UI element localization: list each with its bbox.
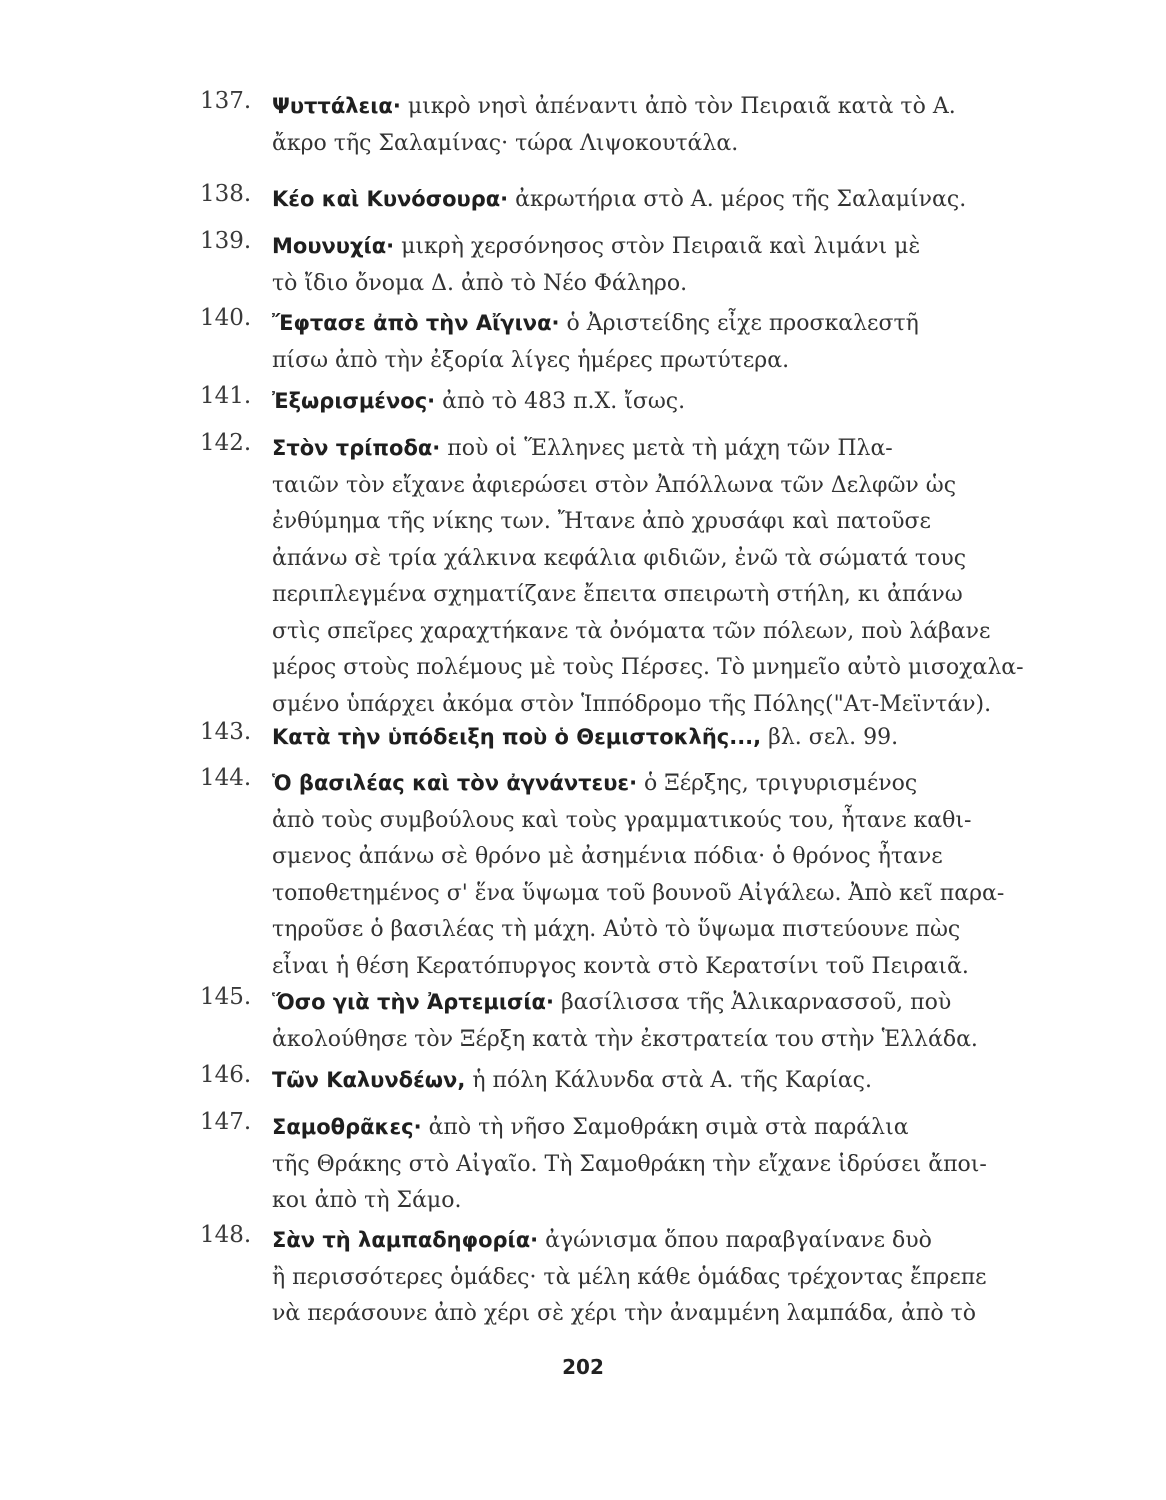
note-line [272, 430, 1040, 468]
note-line: τῆς Θράκης στὸ Αἰγαῖο. Τὴ Σαμοθράκη τὴν εἴχανε ἱδρύσει ἄποι- [272, 1151, 987, 1177]
note-body [272, 88, 1040, 162]
note-141 [200, 383, 1040, 421]
note-line: τηροῦσε ὁ βασιλέας τὴ μάχη. Αὐτὸ τὸ ὕψωμα πιστεύουνε πὼς [272, 917, 961, 942]
note-body [272, 1222, 1040, 1333]
note-text: ἡ πόλη Κάλυνδα στὰ Α. τῆς Καρίας. [465, 1068, 872, 1093]
note-line: ἀπάνω σὲ τρία χάλκινα κεφάλια φιδιῶν, ἐνῶ τὰ σώματά τους [272, 545, 967, 571]
note-term: Κέο καὶ Κυνόσουρα· [272, 187, 509, 211]
note-term: Σαμοθρᾶκες· [272, 1115, 422, 1139]
note-line: ἢ περισσότερες ὁμάδες· τὰ μέλη κάθε ὁμάδας τρέχοντας ἔπρεπε [272, 1264, 987, 1290]
note-text: ἀπὸ τὴ νῆσο Σαμοθράκη σιμὰ στὰ παράλια [421, 1115, 909, 1140]
note-body [272, 305, 1040, 379]
note-body [272, 984, 1040, 1058]
note-line: τὸ ἴδιο ὄνομα Δ. ἀπὸ τὸ Νέο Φάληρο. [272, 270, 688, 296]
note-144 [200, 765, 1040, 985]
note-body [272, 1109, 1040, 1220]
note-line: ἀπὸ τοὺς συμβούλους καὶ τοὺς γραμματικούς του, ἦτανε καθι- [272, 807, 972, 833]
note-text: ὁ Ἀριστείδης εἶχε προσκαλεστῆ [559, 311, 919, 336]
note-line: ἀκολούθησε τὸν Ξέρξη κατὰ τὴν ἐκστρατεία του στὴν Ἑλλάδα. [272, 1026, 978, 1052]
note-number: 145. [200, 984, 252, 1010]
note-line: τοποθετημένος σ' ἕνα ὕψωμα τοῦ βουνοῦ Αἰγάλεω. Ἀπὸ κεῖ παρα- [272, 880, 1005, 906]
note-140 [200, 305, 1040, 379]
note-number: 142. [200, 430, 252, 456]
note-body [272, 383, 1040, 421]
note-number: 144. [200, 765, 252, 791]
note-line: ἐνθύμημα τῆς νίκης των. Ἤτανε ἀπὸ χρυσάφι καὶ πατοῦσε [272, 509, 931, 534]
note-term: Ὁ βασιλέας καὶ τὸν ἀγνάντευε· [272, 771, 638, 795]
note-body [272, 430, 1040, 723]
note-line: ἄκρο τῆς Σαλαμίνας· τώρα Λιψοκουτάλα. [272, 130, 739, 156]
note-line: στὶς σπεῖρες χαραχτήκανε τὰ ὀνόματα τῶν πόλεων, ποὺ λάβανε [272, 618, 991, 644]
note-term: Ἐξωρισμένος· [272, 389, 436, 413]
note-body [272, 765, 1040, 985]
note-line: μέρος στοὺς πολέμους μὲ τοὺς Πέρσες. Τὸ μνημεῖο αὐτὸ μισοχαλα- [272, 655, 1024, 680]
note-line [272, 228, 1040, 266]
note-line: ταιῶν τὸν εἴχανε ἀφιερώσει στὸν Ἀπόλλωνα τῶν Δελφῶν ὡς [272, 472, 957, 498]
note-line: σμενος ἀπάνω σὲ θρόνο μὲ ἀσημένια πόδια· ὁ θρόνος ἦτανε [272, 844, 943, 869]
note-body [272, 1062, 1040, 1100]
note-line [272, 1222, 1040, 1260]
note-text: ἀπὸ τὸ 483 π.Χ. ἴσως. [435, 389, 686, 414]
note-body [272, 719, 1040, 757]
note-term: Ἔφτασε ἀπὸ τὴν Αἴγινα· [272, 311, 560, 335]
note-term: Μουνυχία· [272, 234, 395, 258]
note-line [272, 984, 1040, 1022]
note-137 [200, 88, 1040, 162]
note-number: 148. [200, 1222, 252, 1248]
note-line [272, 305, 1040, 343]
note-line [272, 1109, 1040, 1147]
note-body [272, 181, 1040, 219]
note-145 [200, 984, 1040, 1058]
note-term: Τῶν Καλυνδέων, [272, 1068, 466, 1092]
note-line [272, 1062, 1040, 1100]
note-line [272, 383, 1040, 421]
note-text: μικρὸ νησὶ ἀπέναντι ἀπὸ τὸν Πειραιᾶ κατὰ τὸ Α. [400, 94, 956, 119]
note-text: ποὺ οἱ Ἕλληνες μετὰ τὴ μάχη τῶν Πλα- [440, 436, 893, 461]
note-line: εἶναι ἡ θέση Κερατόπυργος κοντὰ στὸ Κερατσίνι τοῦ Πειραιᾶ. [272, 953, 969, 979]
note-line [272, 719, 1040, 757]
note-line: πίσω ἀπὸ τὴν ἐξορία λίγες ἡμέρες πρωτύτερα. [272, 347, 790, 373]
note-text: ἀγώνισμα ὅπου παραβγαίνανε δυὸ [538, 1228, 932, 1253]
note-text: βλ. σελ. 99. [761, 725, 899, 750]
note-text: βασίλισσα τῆς Ἁλικαρνασσοῦ, ποὺ [553, 990, 952, 1015]
note-line: περιπλεγμένα σχηματίζανε ἔπειτα σπειρωτὴ στήλη, κι ἀπάνω [272, 582, 963, 607]
note-line: σμένο ὑπάρχει ἀκόμα στὸν Ἱππόδρομο τῆς Πόλης("Ατ-Μεϊντάν). [272, 691, 992, 717]
note-number: 138. [200, 181, 252, 207]
note-term: Ὅσο γιὰ τὴν Ἀρτεμισία· [272, 990, 554, 1014]
note-138 [200, 181, 1040, 219]
note-term: Ψυττάλεια· [272, 94, 401, 118]
note-number: 140. [200, 305, 252, 331]
note-body [272, 228, 1040, 302]
note-term: Κατὰ τὴν ὑπόδειξη ποὺ ὁ Θεμιστοκλῆς..., [272, 725, 762, 749]
note-142 [200, 430, 1040, 723]
note-number: 137. [200, 88, 252, 114]
note-number: 146. [200, 1062, 252, 1088]
note-146 [200, 1062, 1040, 1100]
note-text: μικρὴ χερσόνησος στὸν Πειραιᾶ καὶ λιμάνι μὲ [394, 234, 921, 259]
note-number: 139. [200, 228, 252, 254]
page-number: 202 [562, 1355, 604, 1379]
note-line: νὰ περάσουνε ἀπὸ χέρι σὲ χέρι τὴν ἀναμμένη λαμπάδα, ἀπὸ τὸ [272, 1301, 977, 1326]
note-148 [200, 1222, 1040, 1333]
note-line [272, 765, 1040, 803]
note-line [272, 181, 1040, 219]
note-139 [200, 228, 1040, 302]
note-line [272, 88, 1040, 126]
note-text: ἀκρωτήρια στὸ Α. μέρος τῆς Σαλαμίνας. [508, 187, 967, 212]
note-number: 143. [200, 719, 252, 745]
note-line: κοι ἀπὸ τὴ Σάμο. [272, 1188, 462, 1213]
note-text: ὁ Ξέρξης, τριγυρισμένος [637, 771, 918, 796]
note-term: Στὸν τρίποδα· [272, 436, 441, 460]
note-147 [200, 1109, 1040, 1220]
note-number: 141. [200, 383, 252, 409]
note-number: 147. [200, 1109, 252, 1135]
note-term: Σὰν τὴ λαμπαδηφορία· [272, 1228, 539, 1252]
note-143 [200, 719, 1040, 757]
